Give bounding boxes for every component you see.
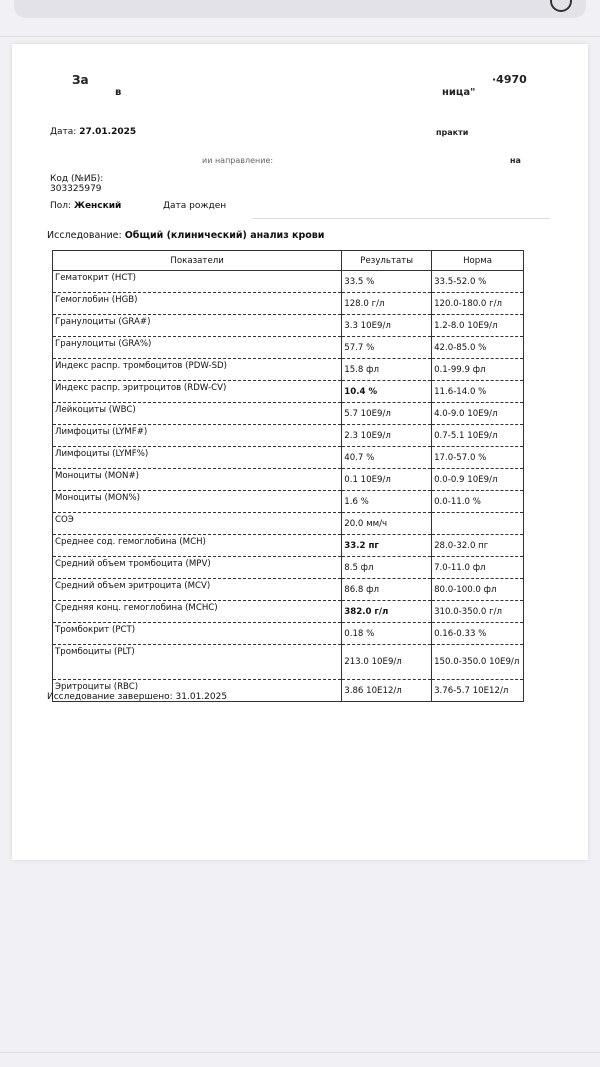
table-row <box>53 557 524 579</box>
results-table <box>52 250 524 702</box>
table-row <box>53 359 524 381</box>
table-row <box>53 601 524 623</box>
table-row <box>53 381 524 403</box>
code-label: Код (№ИБ): <box>50 174 104 184</box>
cell-norm: 0.16-0.33 % <box>432 623 524 645</box>
cell-indicator: Тромбокрит (PCT) <box>53 623 342 645</box>
cell-result: 15.8 фл <box>342 359 432 381</box>
birth-date-label: Дата рожден <box>163 201 227 211</box>
cell-result: 33.5 % <box>342 271 432 293</box>
table-body <box>53 271 524 702</box>
cell-norm: 7.0-11.0 фл <box>432 557 524 579</box>
completed-label: Исследование завершено: <box>47 692 173 702</box>
browser-bottom-bar <box>0 1052 600 1067</box>
cell-indicator: Средний объем тромбоцита (MPV) <box>53 557 342 579</box>
cell-norm: 42.0-85.0 % <box>432 337 524 359</box>
table-row <box>53 469 524 491</box>
cell-indicator: Индекс распр. тромбоцитов (PDW-SD) <box>53 359 342 381</box>
date-field <box>50 127 136 137</box>
study-value: Общий (клинический) анализ крови <box>124 230 325 241</box>
address-bar[interactable] <box>14 0 586 18</box>
practice-fragment: практи <box>436 128 469 137</box>
header-norm: Норма <box>432 251 524 271</box>
cell-norm: 28.0-32.0 пг <box>432 535 524 557</box>
cell-norm: 4.0-9.0 10E9/л <box>432 403 524 425</box>
cell-result: 20.0 мм/ч <box>342 513 432 535</box>
cell-indicator: Лимфоциты (LYMF%) <box>53 447 342 469</box>
divider-line <box>252 218 550 219</box>
cell-norm: 1.2-8.0 10E9/л <box>432 315 524 337</box>
cell-indicator: Лейкоциты (WBC) <box>53 403 342 425</box>
cell-indicator: Моноциты (MON#) <box>53 469 342 491</box>
cell-norm: 17.0-57.0 % <box>432 447 524 469</box>
cell-indicator: Гранулоциты (GRA%) <box>53 337 342 359</box>
cell-norm: 3.76-5.7 10E12/л <box>432 680 524 702</box>
cell-indicator: Гемоглобин (HGB) <box>53 293 342 315</box>
table-row <box>53 447 524 469</box>
table-row <box>53 425 524 447</box>
cell-result: 382.0 г/л <box>342 601 432 623</box>
cell-result: 0.18 % <box>342 623 432 645</box>
cell-result: 33.2 пг <box>342 535 432 557</box>
cell-result: 8.5 фл <box>342 557 432 579</box>
sex-label: Пол: <box>50 201 72 211</box>
table-row <box>53 293 524 315</box>
cell-result: 3.3 10E9/л <box>342 315 432 337</box>
study-label: Исследование: <box>47 230 122 241</box>
table-row <box>53 579 524 601</box>
cell-indicator: Эритроциты (RBC) <box>53 680 342 702</box>
cell-indicator: Гранулоциты (GRA#) <box>53 315 342 337</box>
date-label: Дата: <box>50 127 77 137</box>
cell-norm: 0.0-0.9 10E9/л <box>432 469 524 491</box>
direction-fragment-right: на <box>510 156 521 165</box>
direction-fragment: ии направление: <box>202 156 274 165</box>
cell-result: 0.1 10E9/л <box>342 469 432 491</box>
table-row <box>53 271 524 293</box>
table-row <box>53 645 524 680</box>
cell-norm: 150.0-350.0 10E9/л <box>432 645 524 680</box>
cell-result: 57.7 % <box>342 337 432 359</box>
cell-result: 128.0 г/л <box>342 293 432 315</box>
cell-norm <box>432 513 524 535</box>
cell-indicator: Индекс распр. эритроцитов (RDW-CV) <box>53 381 342 403</box>
cell-result: 86.8 фл <box>342 579 432 601</box>
cell-indicator: Средний объем эритроцита (MCV) <box>53 579 342 601</box>
code-value: 303325979 <box>50 184 102 194</box>
title-fragment-left-2: в <box>115 87 122 98</box>
cell-result: 213.0 10E9/л <box>342 645 432 680</box>
table-row <box>53 337 524 359</box>
table-row <box>53 513 524 535</box>
cell-result: 5.7 10E9/л <box>342 403 432 425</box>
table-row <box>53 315 524 337</box>
sex-field <box>50 201 121 211</box>
cell-norm: 11.6-14.0 % <box>432 381 524 403</box>
cell-indicator: Лимфоциты (LYMF#) <box>53 425 342 447</box>
title-fragment-left: За <box>72 73 89 87</box>
sex-value: Женский <box>73 201 122 211</box>
cell-indicator: СОЭ <box>53 513 342 535</box>
table-row <box>53 403 524 425</box>
cell-indicator: Среднее сод. гемоглобина (MCH) <box>53 535 342 557</box>
header-results: Результаты <box>342 251 432 271</box>
browser-top-bar <box>0 0 600 37</box>
cell-norm: 33.5-52.0 % <box>432 271 524 293</box>
completed-date: 31.01.2025 <box>175 692 228 702</box>
cell-norm: 120.0-180.0 г/л <box>432 293 524 315</box>
table-row <box>53 491 524 513</box>
cell-result: 3.86 10E12/л <box>342 680 432 702</box>
title-fragment-right-2: ница" <box>442 87 476 98</box>
cell-indicator: Средняя конц. гемоглобина (MCHC) <box>53 601 342 623</box>
table-row <box>53 535 524 557</box>
document-page <box>12 44 588 860</box>
cell-indicator: Гематокрит (HCT) <box>53 271 342 293</box>
cell-norm: 0.7-5.1 10E9/л <box>432 425 524 447</box>
header-indicator: Показатели <box>53 251 342 271</box>
cell-norm: 80.0-100.0 фл <box>432 579 524 601</box>
cell-result: 1.6 % <box>342 491 432 513</box>
cell-result: 2.3 10E9/л <box>342 425 432 447</box>
cell-norm: 0.0-11.0 % <box>432 491 524 513</box>
cell-result: 40.7 % <box>342 447 432 469</box>
cell-norm: 0.1-99.9 фл <box>432 359 524 381</box>
cell-norm: 310.0-350.0 г/л <box>432 601 524 623</box>
table-row <box>53 623 524 645</box>
title-fragment-right: ·4970 <box>492 73 527 86</box>
cell-indicator: Моноциты (MON%) <box>53 491 342 513</box>
table-header-row <box>53 251 524 271</box>
cell-indicator: Тромбоциты (PLT) <box>53 645 342 680</box>
study-title <box>47 230 324 241</box>
date-value: 27.01.2025 <box>79 127 137 137</box>
completion-note <box>47 692 227 702</box>
cell-result: 10.4 % <box>342 381 432 403</box>
